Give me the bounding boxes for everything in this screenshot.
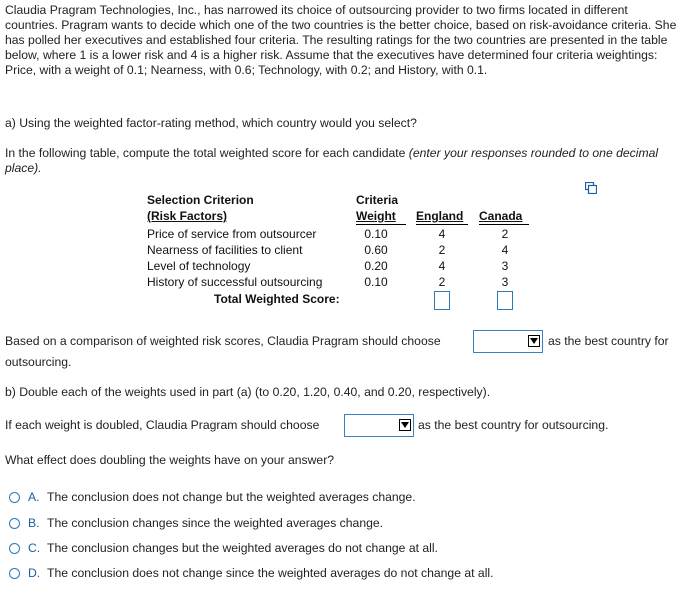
row-weight-technology: 0.20 — [364, 259, 388, 273]
england-total-input[interactable] — [434, 291, 450, 310]
row-weight-history: 0.10 — [364, 275, 388, 289]
canada-total-input[interactable] — [497, 291, 513, 310]
option-a-text: The conclusion does not change but the weighted averages change. — [47, 490, 416, 504]
part-a-question: a) Using the weighted factor-rating method, which country would you select? — [5, 116, 417, 130]
option-c-text: The conclusion changes but the weighted averages do not change at all. — [47, 541, 438, 555]
part-a-choice-after: as the best country for — [548, 334, 669, 348]
row-canada-history: 3 — [501, 275, 509, 289]
chevron-down-icon — [399, 419, 411, 431]
effect-question: What effect does doubling the weights have on your answer? — [5, 453, 335, 467]
part-b-choice-text: If each weight is doubled, Claudia Pragram should choose — [5, 418, 320, 432]
part-a-choice-continuation: outsourcing. — [5, 355, 72, 369]
option-d-radio[interactable] — [9, 568, 20, 579]
england-divider — [416, 224, 468, 225]
option-d-text: The conclusion does not change since the weighted averages do not change at all. — [47, 566, 494, 580]
row-criterion-history: History of successful outsourcing — [147, 275, 323, 289]
option-c-radio[interactable] — [9, 543, 20, 554]
part-b-question: b) Double each of the weights used in part (a) (to 0.20, 1.20, 0.40, and 0.20, respectively). — [5, 385, 491, 399]
problem-paragraph: Claudia Pragram Technologies, Inc., has narrowed its choice of outsourcing provider to two firms located in different countries. Pragram wants to decide which one of the two countries is the better choice, based on risk-avoidance criteria. She has polled her executives and established four criteria. The resulting ratings for the two countries are presented in the table below, where 1 is a lower risk and 4 is a higher risk. Assume that the executives have determined four criteria weightings: Price, with a weight of 0.1; Nearness, with 0.6; Technology, with 0.2; and History, with 0.1. — [5, 3, 677, 77]
part-b-choice-after: as the best country for outsourcing. — [418, 418, 609, 432]
option-b-radio[interactable] — [9, 518, 20, 529]
row-weight-price: 0.10 — [364, 227, 388, 241]
canada-divider — [479, 224, 529, 225]
row-criterion-technology: Level of technology — [147, 259, 251, 273]
option-b-text: The conclusion changes since the weighted averages change. — [47, 516, 384, 530]
row-england-history: 2 — [438, 275, 446, 289]
part-b-country-select[interactable] — [344, 414, 414, 437]
chevron-down-icon — [528, 335, 540, 347]
row-england-nearness: 2 — [438, 243, 446, 257]
instruction-main: In the following table, compute the total weighted score for each candidate — [5, 146, 409, 160]
part-a-country-select[interactable] — [473, 330, 543, 353]
header-selection-criterion: Selection Criterion — [147, 193, 254, 207]
row-canada-price: 2 — [501, 227, 509, 241]
row-canada-nearness: 4 — [501, 243, 509, 257]
part-a-choice-text: Based on a comparison of weighted risk scores, Claudia Pragram should choose — [5, 334, 441, 348]
option-a-radio[interactable] — [9, 492, 20, 503]
row-canada-technology: 3 — [501, 259, 509, 273]
instruction-text — [5, 146, 677, 176]
row-criterion-nearness: Nearness of facilities to client — [147, 243, 303, 257]
weight-divider — [356, 224, 406, 225]
instruction-rounding-note: (enter your responses rounded to one decimal place). — [5, 146, 659, 175]
header-risk-factors: (Risk Factors) — [147, 209, 228, 223]
total-weighted-score-label: Total Weighted Score: — [214, 292, 340, 306]
option-a-letter: A. — [28, 490, 40, 504]
row-criterion-price: Price of service from outsourcer — [147, 227, 317, 241]
option-d-letter: D. — [28, 566, 41, 580]
header-weight: Weight — [356, 209, 396, 223]
row-england-technology: 4 — [438, 259, 446, 273]
option-c-letter: C. — [28, 541, 41, 555]
copy-icon[interactable] — [585, 182, 597, 194]
header-canada: Canada — [479, 209, 523, 223]
header-england: England — [416, 209, 464, 223]
option-b-letter: B. — [28, 516, 40, 530]
row-weight-nearness: 0.60 — [364, 243, 388, 257]
row-england-price: 4 — [438, 227, 446, 241]
header-criteria: Criteria — [356, 193, 399, 207]
